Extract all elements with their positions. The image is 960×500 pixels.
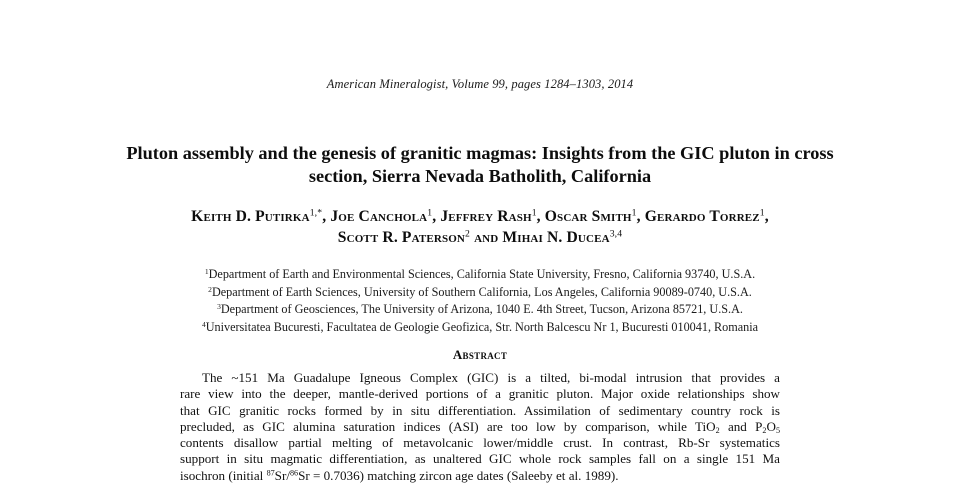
author: Oscar Smith$^1$ xyxy=(544,207,637,225)
title-line-2: section, Sierra Nevada Batholith, California xyxy=(308,166,652,186)
abstract-heading: Abstract xyxy=(452,347,508,362)
abstract-line: rare view into the deeper, mantle-derived portions of a granitic pluton. Major oxide relationships show xyxy=(180,386,780,402)
abstract-line: contents disallow partial melting of metavolcanic lower/middle crust. In contrast, Rb-Sr systematics xyxy=(180,435,780,451)
abstract-body xyxy=(180,370,780,484)
author-affiliation-mark: 2 xyxy=(465,228,471,240)
author-affiliation-mark: 1,* xyxy=(309,207,323,219)
author: Mihai N. Ducea$^{3,4}$ xyxy=(502,228,623,246)
affiliation: $^3$Department of Geosciences, The University of Arizona, 1040 E. 4th Street, Tucson, Arizona 85721, U.S.A. xyxy=(217,302,743,317)
abstract-line: isochron (initial $^{87}$Sr/$^{86}$Sr = 0.7036) matching zircon age dates (Saleeby et al. 1989). xyxy=(180,467,619,483)
isotope-ratio: $^{87}$Sr/$^{86}$Sr = 0.7036) xyxy=(266,467,365,483)
author: Jeffrey Rash$^1$ xyxy=(440,207,537,225)
author: Keith D. Putirka$^{1,*}$ xyxy=(191,207,323,225)
author-affiliation-mark: 1 xyxy=(427,207,433,219)
abstract-line: precluded, as GIC alumina saturation indices (ASI) are too low by comparison, while TiO$_2$ and $P_2O_5$ xyxy=(180,418,781,435)
author-affiliation-mark: 3,4 xyxy=(609,228,623,240)
abstract-line: that GIC granitic rocks formed by in situ differentiation. Assimilation of sedimentary country rock is xyxy=(180,402,780,418)
author-list: Keith D. Putirka$^{1,*}$, Joe Canchola$^1$, Jeffrey Rash$^1$, Oscar Smith$^1$, Gerardo Torrez$^1$, Scott R. Paterson$^2$ and Mihai N. Ducea$^{3,4}$ xyxy=(191,207,769,246)
author: Joe Canchola$^1$ xyxy=(330,207,433,225)
author-affiliation-mark: 1 xyxy=(759,207,765,219)
abstract-line: support in situ magmatic differentiation, as unaltered GIC whole rock samples fall on a single 151 Ma xyxy=(180,451,780,467)
author: Gerardo Torrez$^1$ xyxy=(644,207,765,225)
affiliation: $^4$Universitatea Bucuresti, Facultatea de Geologie Geofizica, Str. North Balcescu Nr 1, Bucuresti 010041, Romania xyxy=(201,319,759,334)
author-affiliation-mark: 1 xyxy=(531,207,537,219)
affiliation: $^1$Department of Earth and Environmental Sciences, California State University, Fresno, California 93740, U.S.A. xyxy=(204,266,756,281)
formula-p2o5: $P_2O_5$ xyxy=(755,418,781,435)
affiliation: $^2$Department of Earth Sciences, University of Southern California, Los Angeles, California 90089-0740, U.S.A. xyxy=(208,284,752,299)
formula-tio2: TiO$_2$ xyxy=(695,418,720,435)
title-line-1: Pluton assembly and the genesis of granitic magmas: Insights from the GIC pluton in cross xyxy=(126,143,834,163)
journal-citation: American Mineralogist, Volume 99, pages 1284–1303, 2014 xyxy=(326,77,634,91)
abstract-line: The ~151 Ma Guadalupe Igneous Complex (GIC) is a tilted, bi-modal intrusion that provides a xyxy=(202,370,780,385)
paper-title xyxy=(80,142,880,188)
author: Scott R. Paterson$^2$ xyxy=(337,228,471,246)
affiliation-list xyxy=(80,266,880,336)
author-affiliation-mark: 1 xyxy=(631,207,637,219)
